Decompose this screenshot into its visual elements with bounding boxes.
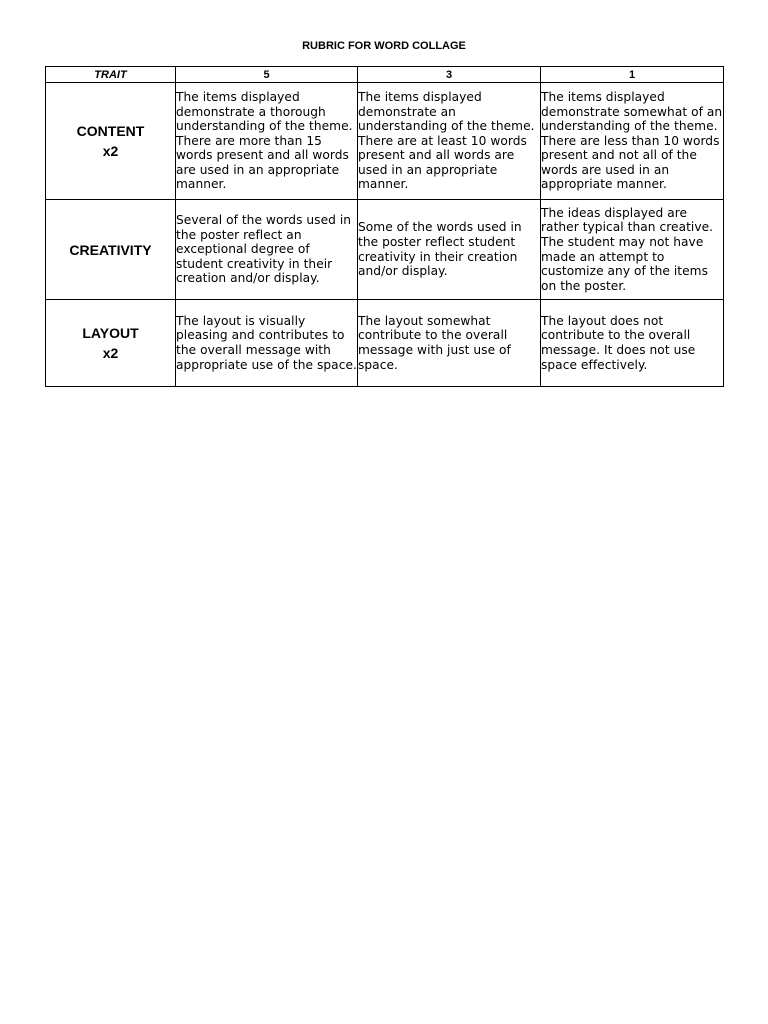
rubric-table [45,66,724,387]
table-row-content [46,83,724,200]
score-5-description: The items displayed demonstrate a thorough understanding of the theme. There are more than 15 words present and all words are used in an appropriate manner. [176,83,358,200]
score-1-description: The ideas displayed are rather typical than creative. The student may not have made an attempt to customize any of the items on the poster. [541,200,724,300]
trait-name: LAYOUT [82,325,139,341]
trait-cell [46,300,176,387]
header-score-1: 1 [541,67,724,83]
score-3-description: Some of the words used in the poster reflect student creativity in their creation and/or display. [358,200,541,300]
trait-name: CREATIVITY [69,241,152,258]
trait-multiplier: x2 [102,345,119,361]
score-3-description: The items displayed demonstrate an understanding of the theme. There are at least 10 words present and all words are used in an appropriate manner. [358,83,541,200]
score-1-description: The items displayed demonstrate somewhat of an understanding of the theme. There are less than 10 words present and not all of the words are used in an appropriate manner. [541,83,724,200]
trait-cell [46,200,176,300]
header-trait: TRAIT [46,67,176,83]
table-row-layout [46,300,724,387]
trait-name: CONTENT [76,123,145,139]
score-3-description: The layout somewhat contribute to the overall message with just use of space. [358,300,541,387]
document-title: RUBRIC FOR WORD COLLAGE [302,40,466,52]
trait-multiplier: x2 [102,143,119,159]
score-5-description: The layout is visually pleasing and contributes to the overall message with appropriate use of the space. [176,300,358,387]
header-row [46,67,724,83]
trait-cell [46,83,176,200]
score-1-description: The layout does not contribute to the overall message. It does not use space effectively. [541,300,724,387]
score-5-description: Several of the words used in the poster reflect an exceptional degree of student creativity in their creation and/or display. [176,200,358,300]
header-score-5: 5 [176,67,358,83]
header-score-3: 3 [358,67,541,83]
table-row-creativity [46,200,724,300]
